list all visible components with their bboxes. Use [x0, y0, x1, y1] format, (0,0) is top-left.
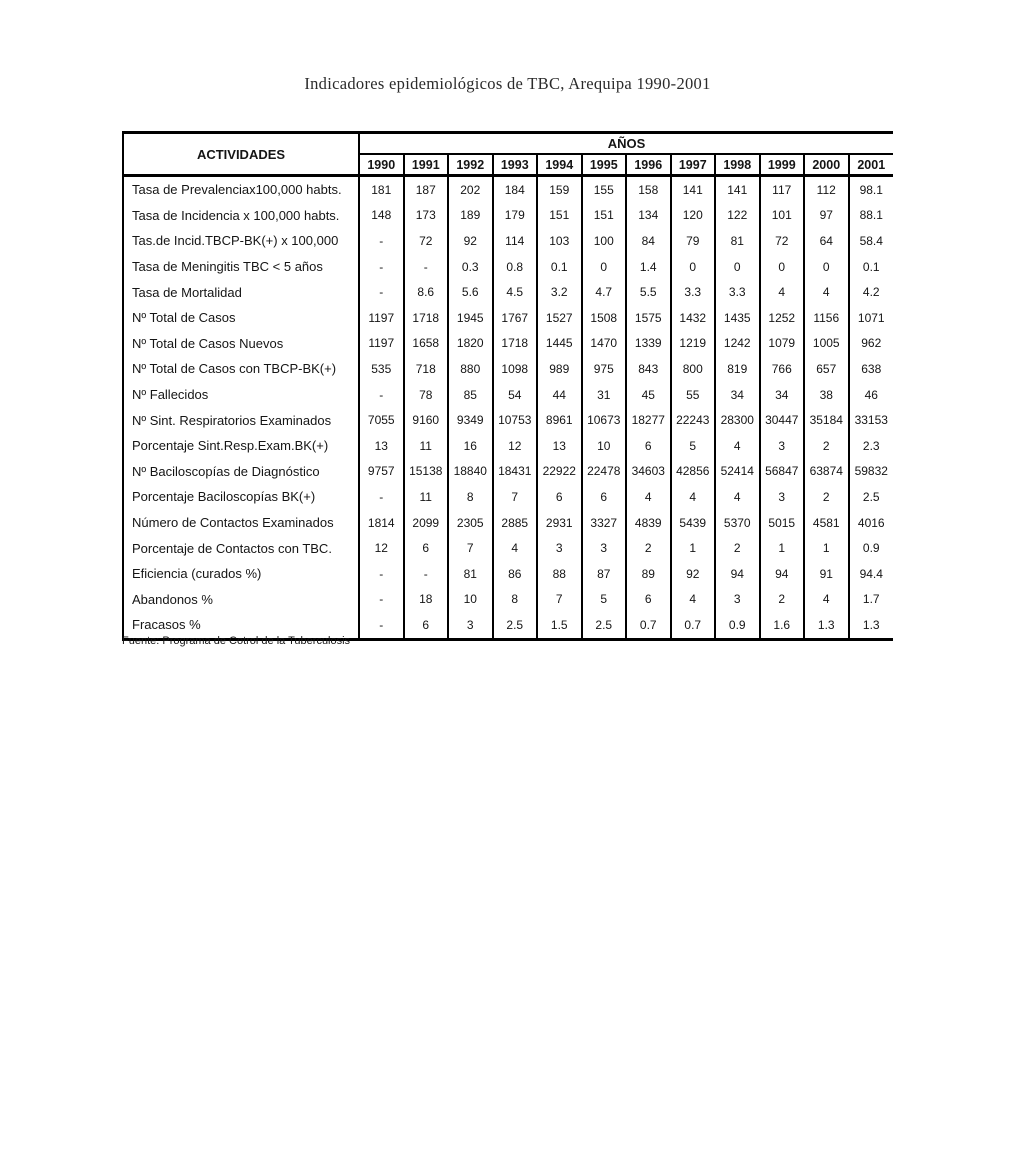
value-cell: 1.4	[626, 254, 671, 280]
value-cell: 1005	[804, 331, 849, 357]
value-cell: 880	[448, 356, 493, 382]
value-cell: 18431	[493, 459, 538, 485]
value-cell: 38	[804, 382, 849, 408]
value-cell: 2305	[448, 510, 493, 536]
table-row	[123, 587, 893, 613]
value-cell: 7	[537, 587, 582, 613]
value-cell: 16	[448, 433, 493, 459]
value-cell: 92	[671, 561, 716, 587]
value-cell: 718	[404, 356, 449, 382]
value-cell: 1242	[715, 331, 760, 357]
value-cell: 88.1	[849, 203, 894, 229]
value-cell: 12	[359, 535, 404, 561]
value-cell: 103	[537, 228, 582, 254]
year-header: 1994	[537, 154, 582, 176]
value-cell: 84	[626, 228, 671, 254]
value-cell: 766	[760, 356, 805, 382]
value-cell: 2931	[537, 510, 582, 536]
value-cell: 30447	[760, 407, 805, 433]
value-cell: 56847	[760, 459, 805, 485]
value-cell: 0	[804, 254, 849, 280]
value-cell: 0.9	[849, 535, 894, 561]
value-cell: 9160	[404, 407, 449, 433]
value-cell: 8.6	[404, 279, 449, 305]
value-cell: 7	[448, 535, 493, 561]
value-cell: 189	[448, 203, 493, 229]
value-cell: 72	[404, 228, 449, 254]
value-cell: 58.4	[849, 228, 894, 254]
value-cell: 6	[626, 587, 671, 613]
page-title: Indicadores epidemiológicos de TBC, Arequipa 1990-2001	[304, 74, 711, 93]
value-cell: 1219	[671, 331, 716, 357]
row-label: Tas.de Incid.TBCP-BK(+) x 100,000	[123, 228, 359, 254]
table-row	[123, 279, 893, 305]
value-cell: 2.3	[849, 433, 894, 459]
year-header: 1995	[582, 154, 627, 176]
value-cell: 117	[760, 176, 805, 203]
table-row	[123, 561, 893, 587]
value-cell: 1432	[671, 305, 716, 331]
value-cell: 11	[404, 433, 449, 459]
value-cell: 4	[715, 433, 760, 459]
value-cell: 4.7	[582, 279, 627, 305]
value-cell: 1.3	[849, 612, 894, 639]
value-cell: 1079	[760, 331, 805, 357]
value-cell: 2.5	[493, 612, 538, 639]
value-cell: 22922	[537, 459, 582, 485]
year-header: 1990	[359, 154, 404, 176]
value-cell: 1767	[493, 305, 538, 331]
value-cell: 97	[804, 203, 849, 229]
year-header: 1998	[715, 154, 760, 176]
value-cell: 88	[537, 561, 582, 587]
value-cell: 158	[626, 176, 671, 203]
row-label: Porcentaje Baciloscopías BK(+)	[123, 484, 359, 510]
value-cell: 3	[760, 484, 805, 510]
value-cell: 4	[804, 587, 849, 613]
value-cell: 46	[849, 382, 894, 408]
value-cell: 8	[448, 484, 493, 510]
value-cell: 1445	[537, 331, 582, 357]
value-cell: 2	[804, 433, 849, 459]
table-row	[123, 228, 893, 254]
value-cell: 2099	[404, 510, 449, 536]
value-cell: 0.9	[715, 612, 760, 639]
value-cell: 1071	[849, 305, 894, 331]
value-cell: 5015	[760, 510, 805, 536]
column-header-anos: AÑOS	[359, 133, 893, 155]
value-cell: 91	[804, 561, 849, 587]
value-cell: 151	[582, 203, 627, 229]
column-header-actividades: ACTIVIDADES	[123, 133, 359, 176]
year-header: 1992	[448, 154, 493, 176]
value-cell: 1575	[626, 305, 671, 331]
value-cell: 18277	[626, 407, 671, 433]
value-cell: 4	[760, 279, 805, 305]
value-cell: 114	[493, 228, 538, 254]
row-label: Porcentaje de Contactos con TBC.	[123, 535, 359, 561]
value-cell: 5	[671, 433, 716, 459]
value-cell: 1718	[493, 331, 538, 357]
row-label: Tasa de Prevalenciax100,000 habts.	[123, 176, 359, 203]
row-label: Fracasos %	[123, 612, 359, 639]
value-cell: 989	[537, 356, 582, 382]
value-cell: 1	[760, 535, 805, 561]
value-cell: 148	[359, 203, 404, 229]
value-cell: 1658	[404, 331, 449, 357]
value-cell: 3	[715, 587, 760, 613]
value-cell: 0.1	[849, 254, 894, 280]
value-cell: 1252	[760, 305, 805, 331]
value-cell: 10753	[493, 407, 538, 433]
value-cell: 0	[715, 254, 760, 280]
value-cell: 4839	[626, 510, 671, 536]
value-cell: 1435	[715, 305, 760, 331]
value-cell: 22478	[582, 459, 627, 485]
table-row	[123, 305, 893, 331]
row-label: Porcentaje Sint.Resp.Exam.BK(+)	[123, 433, 359, 459]
value-cell: 5439	[671, 510, 716, 536]
value-cell: 3	[582, 535, 627, 561]
value-cell: 1	[804, 535, 849, 561]
value-cell: 35184	[804, 407, 849, 433]
value-cell: 179	[493, 203, 538, 229]
value-cell: 2.5	[582, 612, 627, 639]
value-cell: -	[359, 279, 404, 305]
value-cell: 89	[626, 561, 671, 587]
value-cell: -	[359, 484, 404, 510]
value-cell: 4	[671, 587, 716, 613]
value-cell: -	[404, 561, 449, 587]
value-cell: 3.3	[715, 279, 760, 305]
value-cell: 34	[760, 382, 805, 408]
value-cell: 3	[760, 433, 805, 459]
value-cell: 3327	[582, 510, 627, 536]
value-cell: 112	[804, 176, 849, 203]
value-cell: 87	[582, 561, 627, 587]
value-cell: -	[359, 561, 404, 587]
value-cell: 4.5	[493, 279, 538, 305]
table-body	[123, 176, 893, 640]
value-cell: 2	[760, 587, 805, 613]
table-row	[123, 382, 893, 408]
value-cell: 1339	[626, 331, 671, 357]
value-cell: 3	[537, 535, 582, 561]
value-cell: 1.6	[760, 612, 805, 639]
value-cell: 975	[582, 356, 627, 382]
year-header: 2000	[804, 154, 849, 176]
value-cell: 0	[760, 254, 805, 280]
value-cell: 4	[671, 484, 716, 510]
value-cell: 92	[448, 228, 493, 254]
value-cell: 122	[715, 203, 760, 229]
value-cell: 1.3	[804, 612, 849, 639]
value-cell: 98.1	[849, 176, 894, 203]
value-cell: 2	[804, 484, 849, 510]
value-cell: 5.6	[448, 279, 493, 305]
year-header: 1991	[404, 154, 449, 176]
year-header: 1999	[760, 154, 805, 176]
value-cell: 54	[493, 382, 538, 408]
tbc-indicators-table	[122, 131, 893, 641]
value-cell: 1508	[582, 305, 627, 331]
value-cell: -	[359, 254, 404, 280]
value-cell: 173	[404, 203, 449, 229]
value-cell: 28300	[715, 407, 760, 433]
table-row	[123, 484, 893, 510]
value-cell: 535	[359, 356, 404, 382]
value-cell: 4016	[849, 510, 894, 536]
table-row	[123, 331, 893, 357]
value-cell: 1098	[493, 356, 538, 382]
value-cell: 155	[582, 176, 627, 203]
value-cell: 12	[493, 433, 538, 459]
value-cell: 9757	[359, 459, 404, 485]
value-cell: 5	[582, 587, 627, 613]
value-cell: 1156	[804, 305, 849, 331]
value-cell: 8961	[537, 407, 582, 433]
value-cell: 4581	[804, 510, 849, 536]
value-cell: 45	[626, 382, 671, 408]
value-cell: 0.1	[537, 254, 582, 280]
table-row	[123, 203, 893, 229]
value-cell: 184	[493, 176, 538, 203]
value-cell: 78	[404, 382, 449, 408]
value-cell: 72	[760, 228, 805, 254]
value-cell: 94	[715, 561, 760, 587]
value-cell: 5370	[715, 510, 760, 536]
value-cell: 59832	[849, 459, 894, 485]
row-label: Nº Fallecidos	[123, 382, 359, 408]
value-cell: 63874	[804, 459, 849, 485]
row-label: Nº Total de Casos	[123, 305, 359, 331]
value-cell: 15138	[404, 459, 449, 485]
value-cell: -	[404, 254, 449, 280]
value-cell: 52414	[715, 459, 760, 485]
row-label: Tasa de Meningitis TBC < 5 años	[123, 254, 359, 280]
value-cell: 962	[849, 331, 894, 357]
row-label: Tasa de Mortalidad	[123, 279, 359, 305]
value-cell: 34	[715, 382, 760, 408]
value-cell: 141	[715, 176, 760, 203]
value-cell: 101	[760, 203, 805, 229]
value-cell: 55	[671, 382, 716, 408]
value-cell: 10	[582, 433, 627, 459]
value-cell: 1718	[404, 305, 449, 331]
value-cell: 34603	[626, 459, 671, 485]
value-cell: 0.7	[671, 612, 716, 639]
value-cell: -	[359, 612, 404, 639]
value-cell: 1470	[582, 331, 627, 357]
value-cell: 2885	[493, 510, 538, 536]
value-cell: 6	[404, 535, 449, 561]
value-cell: 159	[537, 176, 582, 203]
value-cell: 7055	[359, 407, 404, 433]
row-label: Eficiencia (curados %)	[123, 561, 359, 587]
value-cell: 3	[448, 612, 493, 639]
value-cell: 0.3	[448, 254, 493, 280]
table-row	[123, 535, 893, 561]
value-cell: 843	[626, 356, 671, 382]
year-header: 1997	[671, 154, 716, 176]
value-cell: 42856	[671, 459, 716, 485]
value-cell: 1814	[359, 510, 404, 536]
value-cell: 13	[537, 433, 582, 459]
value-cell: 1.5	[537, 612, 582, 639]
value-cell: 0.8	[493, 254, 538, 280]
value-cell: 2.5	[849, 484, 894, 510]
value-cell: 1527	[537, 305, 582, 331]
value-cell: 3.2	[537, 279, 582, 305]
value-cell: 134	[626, 203, 671, 229]
value-cell: 6	[404, 612, 449, 639]
value-cell: -	[359, 587, 404, 613]
value-cell: 151	[537, 203, 582, 229]
value-cell: 6	[626, 433, 671, 459]
value-cell: 657	[804, 356, 849, 382]
row-label: Tasa de Incidencia x 100,000 habts.	[123, 203, 359, 229]
value-cell: 4	[493, 535, 538, 561]
row-label: Nº Total de Casos Nuevos	[123, 331, 359, 357]
value-cell: 4	[804, 279, 849, 305]
table-row	[123, 356, 893, 382]
value-cell: 2	[715, 535, 760, 561]
value-cell: 86	[493, 561, 538, 587]
value-cell: 1197	[359, 305, 404, 331]
year-header: 2001	[849, 154, 894, 176]
value-cell: 1945	[448, 305, 493, 331]
value-cell: 4	[715, 484, 760, 510]
value-cell: 64	[804, 228, 849, 254]
row-label: Nº Total de Casos con TBCP-BK(+)	[123, 356, 359, 382]
value-cell: 10	[448, 587, 493, 613]
table-row	[123, 433, 893, 459]
table-row	[123, 459, 893, 485]
value-cell: 638	[849, 356, 894, 382]
value-cell: 0.7	[626, 612, 671, 639]
row-label: Nº Baciloscopías de Diagnóstico	[123, 459, 359, 485]
value-cell: 6	[582, 484, 627, 510]
value-cell: 202	[448, 176, 493, 203]
value-cell: 1.7	[849, 587, 894, 613]
value-cell: -	[359, 382, 404, 408]
value-cell: 18	[404, 587, 449, 613]
value-cell: 819	[715, 356, 760, 382]
value-cell: 10673	[582, 407, 627, 433]
value-cell: 6	[537, 484, 582, 510]
table-row	[123, 407, 893, 433]
table-header	[123, 133, 893, 176]
value-cell: 44	[537, 382, 582, 408]
value-cell: 9349	[448, 407, 493, 433]
value-cell: 7	[493, 484, 538, 510]
value-cell: 18840	[448, 459, 493, 485]
value-cell: 85	[448, 382, 493, 408]
year-header: 1996	[626, 154, 671, 176]
value-cell: 94	[760, 561, 805, 587]
value-cell: 8	[493, 587, 538, 613]
value-cell: 100	[582, 228, 627, 254]
value-cell: 79	[671, 228, 716, 254]
value-cell: 120	[671, 203, 716, 229]
table-row	[123, 510, 893, 536]
row-label: Abandonos %	[123, 587, 359, 613]
value-cell: 5.5	[626, 279, 671, 305]
value-cell: 4.2	[849, 279, 894, 305]
value-cell: 800	[671, 356, 716, 382]
value-cell: 0	[582, 254, 627, 280]
source-note: Fuente: Programa de Cotrol de la Tuberculosis	[122, 635, 351, 647]
value-cell: 13	[359, 433, 404, 459]
row-label: Nº Sint. Respiratorios Examinados	[123, 407, 359, 433]
value-cell: 1820	[448, 331, 493, 357]
value-cell: -	[359, 228, 404, 254]
value-cell: 81	[715, 228, 760, 254]
value-cell: 1	[671, 535, 716, 561]
value-cell: 0	[671, 254, 716, 280]
value-cell: 81	[448, 561, 493, 587]
year-header: 1993	[493, 154, 538, 176]
value-cell: 3.3	[671, 279, 716, 305]
table-row	[123, 254, 893, 280]
value-cell: 2	[626, 535, 671, 561]
value-cell: 141	[671, 176, 716, 203]
value-cell: 31	[582, 382, 627, 408]
value-cell: 11	[404, 484, 449, 510]
value-cell: 187	[404, 176, 449, 203]
header-row-anos	[123, 133, 893, 155]
value-cell: 4	[626, 484, 671, 510]
value-cell: 94.4	[849, 561, 894, 587]
row-label: Número de Contactos Examinados	[123, 510, 359, 536]
value-cell: 1197	[359, 331, 404, 357]
value-cell: 33153	[849, 407, 894, 433]
value-cell: 181	[359, 176, 404, 203]
value-cell: 22243	[671, 407, 716, 433]
table-row	[123, 176, 893, 203]
